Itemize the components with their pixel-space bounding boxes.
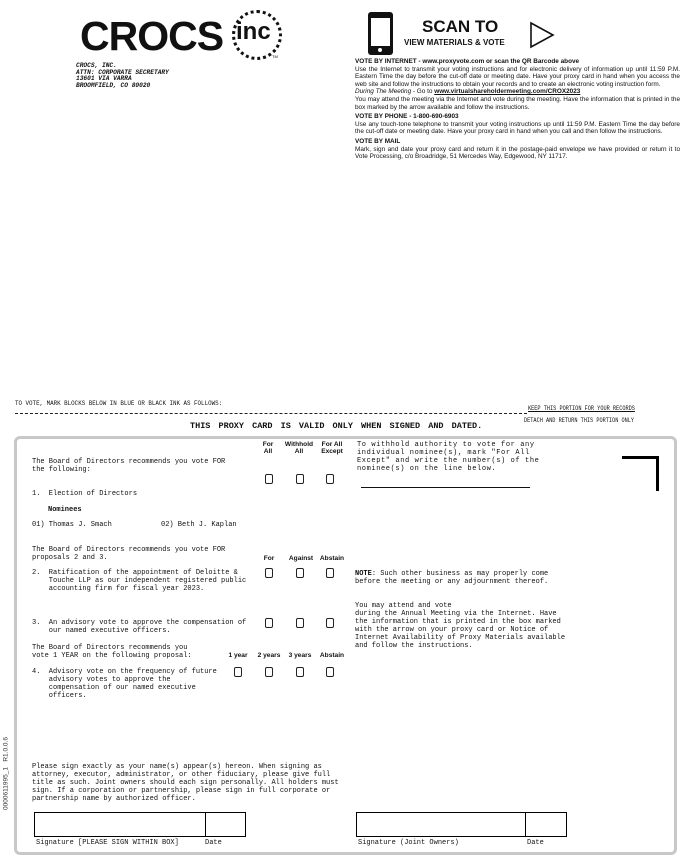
recommendation-2: The Board of Directors recommends you vote FOR proposals 2 and 3. [32, 546, 226, 562]
item-2-label: 2. Ratification of the appointment of Deloitte & Touche LLP as our independent registered public accounting firm for fiscal year 2023. [32, 569, 247, 593]
meeting-label: During The Meeting [355, 88, 412, 96]
recommendation-3: The Board of Directors recommends you vote 1 YEAR on the following proposal: [32, 644, 192, 660]
crocs-logo [80, 14, 223, 58]
col-1-year: 1 year [228, 652, 248, 659]
scan-subtitle: VIEW MATERIALS & VOTE [404, 38, 505, 47]
checkbox-item3-against[interactable] [296, 618, 304, 628]
date-label: Date [205, 839, 222, 847]
phone-icon [368, 12, 393, 55]
address-line: CROCS, INC. [76, 62, 117, 69]
mail-heading: VOTE BY MAIL [355, 137, 401, 145]
joint-date-label: Date [527, 839, 544, 847]
col-abstain-freq: Abstain [319, 652, 345, 659]
signing-instructions: Please sign exactly as your name(s) appear(s) hereon. When signing as attorney, executor, administrator, or other fiduciary, please give full title as such. Joint owners should each sign personally. All holders must sign. If a corporation or partnership, please sign in full corporate or partnership name by authorized officer. [32, 763, 339, 803]
withhold-instruction: To withhold authority to vote for any individual nominee(s), mark "For All Except" and write the number(s) of the nominee(s) on the line below. [357, 441, 540, 473]
checkbox-item4-3-years[interactable] [296, 667, 304, 677]
phone-heading: VOTE BY PHONE - 1-800-690-6903 [355, 113, 459, 121]
checkbox-item4-1-year[interactable] [234, 667, 242, 677]
to-vote-instruction: TO VOTE, MARK BLOCKS BELOW IN BLUE OR BLACK INK AS FOLLOWS: [15, 400, 223, 407]
logo-tm: TM [272, 54, 278, 59]
side-code: 0000611995_1 R1.0.0.6 [2, 737, 10, 810]
col-against: Against [288, 555, 314, 562]
phone-body: Use any touch-tone telephone to transmit your voting instructions up until 11:59 P.M. Eastern Time the day before the cut-off date or meeting date. Have your proxy card in hand when you call and then follow the instructions. [355, 120, 680, 136]
detach-dashed-line [15, 413, 527, 414]
detach-return-label: DETACH AND RETURN THIS PORTION ONLY [524, 417, 635, 424]
arrow-right-icon [529, 21, 555, 49]
recommendation-1: The Board of Directors recommends you vote FOR the following: [32, 458, 226, 474]
nominee-2: 02) Beth J. Kaplan [161, 521, 237, 529]
joint-signature-box[interactable] [356, 812, 526, 837]
meeting-line [355, 88, 680, 96]
col-3-years: 3 years [288, 652, 312, 659]
nominees-label: Nominees [48, 506, 82, 514]
valid-notice: THIS PROXY CARD IS VALID ONLY WHEN SIGNED AND DATED. [190, 421, 483, 431]
address-line: BROOMFIELD, CO 80020 [76, 81, 151, 89]
col-withhold-all: Withhold All [284, 441, 314, 455]
checkbox-item2-against[interactable] [296, 568, 304, 578]
col-for: For [263, 555, 275, 562]
keep-portion-label: KEEP THIS PORTION FOR YOUR RECORDS [528, 405, 635, 412]
checkbox-item1-for-all[interactable] [265, 474, 273, 484]
internet-body: Use the Internet to transmit your voting instructions and for electronic delivery of information up until 11:59 P.M. Eastern Time the day before the cut-off date or meeting date. Have your proxy card in hand when you access the web site and follow the instructions to obtain your records and to create an electronic voting instruction form. [355, 65, 680, 88]
note [355, 570, 548, 586]
item-1-label: 1. Election of Directors [32, 490, 138, 498]
checkbox-item4-2-years[interactable] [265, 667, 273, 677]
address-line: 13601 VIA VARRA [76, 75, 132, 83]
logo-inc: inc [236, 18, 271, 45]
checkbox-item3-for[interactable] [265, 618, 273, 628]
col-for-all-except: For All Except [321, 441, 343, 455]
mail-body: Mark, sign and date your proxy card and return it in the postage-paid envelope we have provided or return it to Vote Processing, c/o Broadridge, 51 Mercedes Way, Edgewood, NY 11717. [355, 145, 680, 161]
date-box[interactable] [205, 812, 246, 837]
checkbox-item4-abstain[interactable] [326, 667, 334, 677]
scan-title: SCAN TO [422, 17, 499, 36]
joint-date-box[interactable] [525, 812, 567, 837]
voting-instructions [355, 58, 680, 161]
signature-box[interactable] [34, 812, 206, 837]
meeting-body: You may attend the meeting via the Internet and vote during the meeting. Have the information that is printed in the box marked by the arrow available and follow the instructions. [355, 95, 680, 111]
col-for-all: For All [262, 441, 274, 455]
meeting-url-link[interactable]: www.virtualshareholdermeeting.com/CROX2023 [434, 88, 581, 96]
checkbox-item1-for-all-except[interactable] [326, 474, 334, 484]
checkbox-item2-for[interactable] [265, 568, 273, 578]
note-label: NOTE [355, 570, 372, 578]
corner-registration-mark [622, 456, 659, 491]
return-address [76, 63, 169, 89]
col-2-years: 2 years [257, 652, 281, 659]
attend-instructions: You may attend and vote during the Annual Meeting via the Internet. Have the information that is printed in the box marked with the arrow on your proxy card or Notice of Internet Availability of Proxy Materials available and follow the instructions. [355, 602, 566, 650]
checkbox-item2-abstain[interactable] [326, 568, 334, 578]
item-3-label: 3. An advisory vote to approve the compensation of our named executive officers. [32, 619, 247, 635]
nominee-1: 01) Thomas J. Smach [32, 521, 112, 529]
address-line: ATTN: CORPORATE SECRETARY [76, 68, 169, 76]
checkbox-item1-withhold[interactable] [296, 474, 304, 484]
logo-text: CROCS [80, 13, 224, 59]
meeting-go: - Go to [411, 88, 435, 96]
checkbox-item3-abstain[interactable] [326, 618, 334, 628]
signature-label: Signature [PLEASE SIGN WITHIN BOX] [36, 839, 179, 847]
note-text: : Such other business as may properly come before the meeting or any adjournment thereof. [355, 570, 549, 586]
nominee-number-line[interactable] [361, 487, 530, 488]
internet-heading: VOTE BY INTERNET - www.proxyvote.com or scan the QR Barcode above [355, 58, 580, 65]
col-abstain: Abstain [319, 555, 345, 562]
item-4-label: 4. Advisory vote on the frequency of future advisory votes to approve the compensation of our named executive officers. [32, 668, 217, 700]
joint-signature-label: Signature (Joint Owners) [358, 839, 459, 847]
